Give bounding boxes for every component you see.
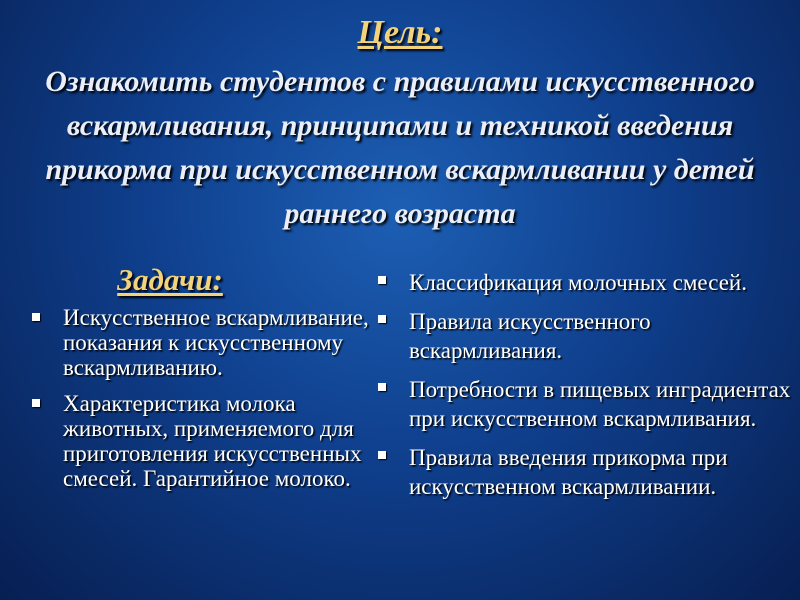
list-item — [376, 307, 791, 365]
list-item — [376, 375, 791, 433]
list-item-text: Искусственное вскармливание, показания к искусственному вскармливанию. — [63, 305, 369, 380]
list-item — [30, 305, 370, 380]
list-item — [30, 391, 370, 491]
square-bullet-icon — [378, 451, 386, 459]
tasks-heading: Задачи: — [117, 262, 223, 297]
tasks-list-left — [30, 305, 370, 502]
list-item-text: Потребности в пищевых ингрaдиентах при искусственном вскармливания. — [409, 377, 791, 431]
tasks-list-right — [376, 268, 791, 511]
square-bullet-icon — [32, 399, 40, 407]
goal-heading: Цель: — [357, 14, 443, 51]
list-item-text: Правила введения прикорма при искусственном вскармливании. — [409, 445, 728, 499]
list-item — [376, 268, 791, 297]
list-item — [376, 443, 791, 501]
list-item-text: Характеристика молока животных, применяемого для приготовления искусственных смесей. Гарантийное молоко. — [63, 391, 362, 491]
square-bullet-icon — [32, 313, 40, 321]
list-item-text: Классификация молочных смесей. — [409, 270, 747, 295]
square-bullet-icon — [378, 315, 386, 323]
square-bullet-icon — [378, 383, 386, 391]
goal-text: Ознакомить студентов с правилами искусственного вскармливания, принципами и техникой введения прикорма при искусственном вскармливании у детей раннего возраста — [45, 65, 755, 230]
square-bullet-icon — [378, 276, 386, 284]
list-item-text: Правила искусственного вскармливания. — [409, 309, 651, 363]
